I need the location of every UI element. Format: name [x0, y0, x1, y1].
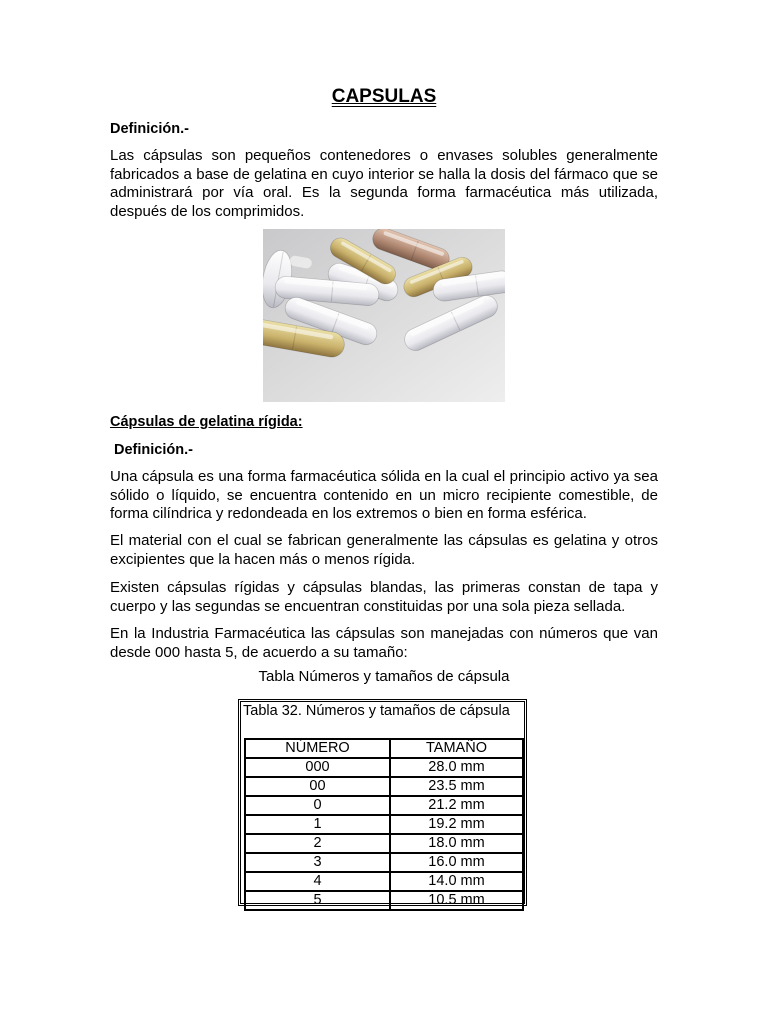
capsule-number-cell: 5	[245, 891, 390, 910]
capsules-illustration	[263, 229, 505, 402]
table-header-row	[245, 739, 523, 758]
capsule-size-cell: 10.5 mm	[390, 891, 523, 910]
table-caption: Tabla Números y tamaños de cápsula	[258, 668, 510, 685]
capsule-number-cell: 1	[245, 815, 390, 834]
capsule-size-cell: 21.2 mm	[390, 796, 523, 815]
column-header-size: TAMAÑO	[390, 739, 523, 758]
capsule-size-cell: 19.2 mm	[390, 815, 523, 834]
table-row	[245, 758, 523, 777]
capsule-size-cell: 16.0 mm	[390, 853, 523, 872]
capsule-size-table	[238, 699, 527, 906]
table-row	[245, 815, 523, 834]
document-title: CAPSULAS	[331, 86, 437, 107]
size-grid	[244, 738, 524, 911]
paragraph-3: Existen cápsulas rígidas y cápsulas blandas, las primeras constan de tapa y cuerpo y las segundas se encuentran constituidas por una sola pieza sellada.	[110, 579, 658, 615]
table-row	[245, 796, 523, 815]
definition-heading: Definición.-	[110, 121, 189, 137]
capsule-number-cell: 4	[245, 872, 390, 891]
table-row	[245, 777, 523, 796]
column-header-number: NÚMERO	[245, 739, 390, 758]
paragraph-2: El material con el cual se fabrican generalmente las cápsulas es gelatina y otros excipientes que la hacen más o menos rígida.	[110, 532, 658, 568]
capsule-number-cell: 3	[245, 853, 390, 872]
table-header-text: Tabla 32. Números y tamaños de cápsula	[243, 703, 510, 719]
definition-subheading: Definición.-	[114, 442, 193, 458]
capsule-number-cell: 00	[245, 777, 390, 796]
capsule-size-cell: 18.0 mm	[390, 834, 523, 853]
capsule-number-cell: 2	[245, 834, 390, 853]
capsules-photo	[263, 229, 505, 402]
table-row	[245, 853, 523, 872]
table-row	[245, 872, 523, 891]
paragraph-4: En la Industria Farmacéutica las cápsulas son manejadas con números que van desde 000 hasta 5, de acuerdo a su tamaño:	[110, 625, 658, 661]
capsule-number-cell: 000	[245, 758, 390, 777]
capsule-size-cell: 14.0 mm	[390, 872, 523, 891]
table-row	[245, 834, 523, 853]
hard-gelatin-heading: Cápsulas de gelatina rígida:	[110, 414, 303, 430]
definition-paragraph: Las cápsulas son pequeños contenedores o envases solubles generalmente fabricados a base de gelatina en cuyo interior se halla la dosis del fármaco que se administrará por vía oral. Es la segunda forma farmacéutica más utilizada, después de los comprimidos.	[110, 147, 658, 220]
capsule-size-cell: 28.0 mm	[390, 758, 523, 777]
table-row	[245, 891, 523, 910]
capsule-number-cell: 0	[245, 796, 390, 815]
capsule-size-cell: 23.5 mm	[390, 777, 523, 796]
paragraph-1: Una cápsula es una forma farmacéutica sólida en la cual el principio activo ya sea sólido o líquido, se encuentra contenido en un micro recipiente comestible, de forma cilíndrica y redondeada en los extremos o bien en forma esférica.	[110, 468, 658, 522]
